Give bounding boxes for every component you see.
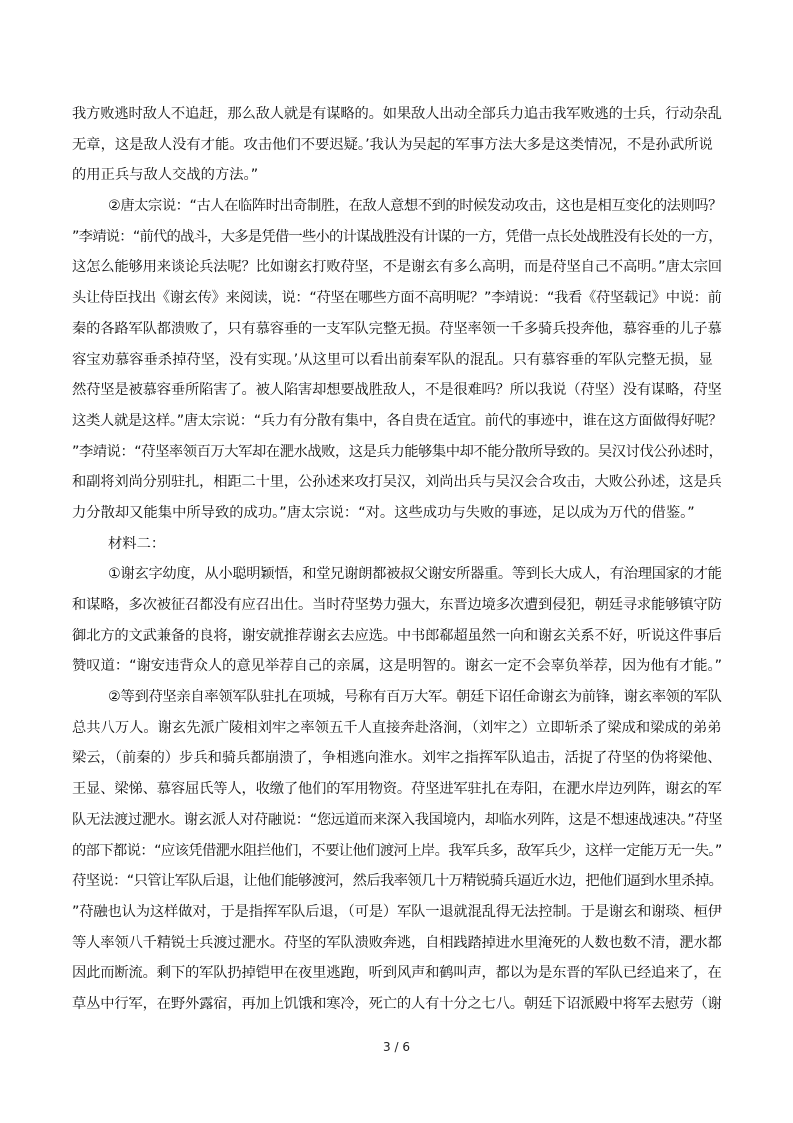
text-line: 梁云，（前秦的）步兵和骑兵都崩溃了，争相逃向淮水。刘牢之指挥军队追击，活捉了苻坚的伪将梁他、 xyxy=(72,750,722,767)
text-line: 我方败逃时敌人不追赶，那么敌人就是有谋略的。如果敌人出动全部兵力追击我军败逃的士兵，行动杂乱 xyxy=(72,106,722,122)
text-line: 无章，这是敌人没有才能。攻击他们不要迟疑。’我认为吴起的军事方法大多是这类情况，不是孙武所说 xyxy=(72,136,713,153)
text-line: 草丛中行军，在野外露宿，再加上饥饿和寒冷，死亡的人有十分之七八。朝廷下诏派殿中将军去慰劳（谢 xyxy=(72,995,722,1012)
text-line: 赞叹道：“谢安违背众人的意见举荐自己的亲属，这是明智的。谢玄一定不会辜负举荐，因为他有才能。” xyxy=(72,658,723,675)
text-line: 因此而断流。剩下的军队扔掉铠甲在夜里逃跑，听到风声和鹤叫声，都以为是东晋的军队已经追来了，在 xyxy=(72,965,722,982)
section-heading: 材料二： xyxy=(108,535,166,552)
text-line: ”李靖说：“苻坚率领百万大军却在淝水战败，这是兵力能够集中却不能分散所导致的。吴汉讨伐公孙述时， xyxy=(72,443,723,460)
text-line: 然苻坚是被慕容垂所陷害了。被人陷害却想要战胜敌人，不是很难吗？所以我说（苻坚）没有谋略，苻坚 xyxy=(72,382,722,399)
text-line: 队无法渡过淝水。谢玄派人对苻融说：“您远道而来深入我国境内，却临水列阵，这是不想速战速决。”苻坚 xyxy=(72,811,723,828)
text-line: 和副将刘尚分别驻扎，相距二十里，公孙述来攻打吴汉，刘尚出兵与吴汉会合攻击，大败公孙述，这是兵 xyxy=(72,474,722,491)
text-line: 力分散却又能集中所导致的成功。”唐太宗说：“对。这些成功与失败的事迹，足以成为万代的借鉴。” xyxy=(72,504,695,521)
text-line: 苻坚说：“只管让军队后退，让他们能够渡河，然后我率领几十万精锐骑兵逼近水边，把他们逼到水里杀掉。 xyxy=(72,873,723,890)
text-line: 和谋略，多次被征召都没有应召出仕。当时苻坚势力强大，东晋边境多次遭到侵犯，朝廷寻求能够镇守防 xyxy=(72,597,722,613)
text-line: 御北方的文武兼备的良将，谢安就推荐谢玄去应选。中书郎郗超虽然一向和谢玄关系不好，听说这件事后 xyxy=(72,627,722,644)
text-line: 的用正兵与敌人交战的方法。” xyxy=(72,167,259,184)
document-body xyxy=(72,99,722,1020)
paragraph-start-line: ②等到苻坚亲自率领军队驻扎在项城，号称有百万大军。朝廷下诏任命谢玄为前锋，谢玄率领的军队 xyxy=(108,689,722,706)
text-line: 这类人就是这样。”唐太宗说：“兵力有分散有集中，各自贵在适宜。前代的事迹中，谁在这方面做得好呢？ xyxy=(72,412,723,429)
text-line: 的部下都说：“应该凭借淝水阻拦他们，不要让他们渡河上岸。我军兵多，敌军兵少，这样一定能万无一失。” xyxy=(72,842,722,859)
text-line: 秦的各路军队都溃败了，只有慕容垂的一支军队完整无损。苻坚率领一千多骑兵投奔他，慕容垂的儿子慕 xyxy=(72,320,722,337)
text-line: 容宝劝慕容垂杀掉苻坚，没有实现。’从这里可以看出前秦军队的混乱。只有慕容垂的军队完整无损，显 xyxy=(72,351,713,368)
paragraph-start-line: ②唐太宗说：“古人在临阵时出奇制胜，在敌人意想不到的时候发动攻击，这也是相互变化的法则吗？ xyxy=(108,198,722,215)
text-line: 头让侍臣找出《谢玄传》来阅读，说：“苻坚在哪些方面不高明呢？”李靖说：“我看《苻坚载记》中说：前 xyxy=(72,290,722,307)
page-number: 3 / 6 xyxy=(383,1040,410,1054)
text-line: 王显、梁悌、慕容屈氏等人，收缴了他们的军用物资。苻坚进军驻扎在寿阳，在淝水岸边列阵，谢玄的军 xyxy=(72,781,722,798)
text-line: ”苻融也认为这样做对，于是指挥军队后退，（可是）军队一退就混乱得无法控制。于是谢玄和谢琰、桓伊 xyxy=(72,903,722,920)
text-line: 等人率领八千精锐士兵渡过淝水。苻坚的军队溃败奔逃，自相践踏掉进水里淹死的人数也数不清，淝水都 xyxy=(72,934,722,951)
text-line: ”李靖说：“前代的战斗，大多是凭借一些小的计谋战胜没有计谋的一方，凭借一点长处战胜没有长处的一方， xyxy=(72,228,722,245)
text-line: 这怎么能够用来谈论兵法呢？比如谢玄打败苻坚，不是谢玄有多么高明，而是苻坚自己不高明。”唐太宗回 xyxy=(72,259,722,276)
paragraph-start-line: ①谢玄字幼度，从小聪明颖悟，和堂兄谢朗都被叔父谢安所器重。等到长大成人，有治理国家的才能 xyxy=(108,566,722,583)
text-line: 总共八万人。谢玄先派广陵相刘牢之率领五千人直接奔赴洛涧，（刘牢之）立即斩杀了梁成和梁成的弟弟 xyxy=(72,719,722,736)
